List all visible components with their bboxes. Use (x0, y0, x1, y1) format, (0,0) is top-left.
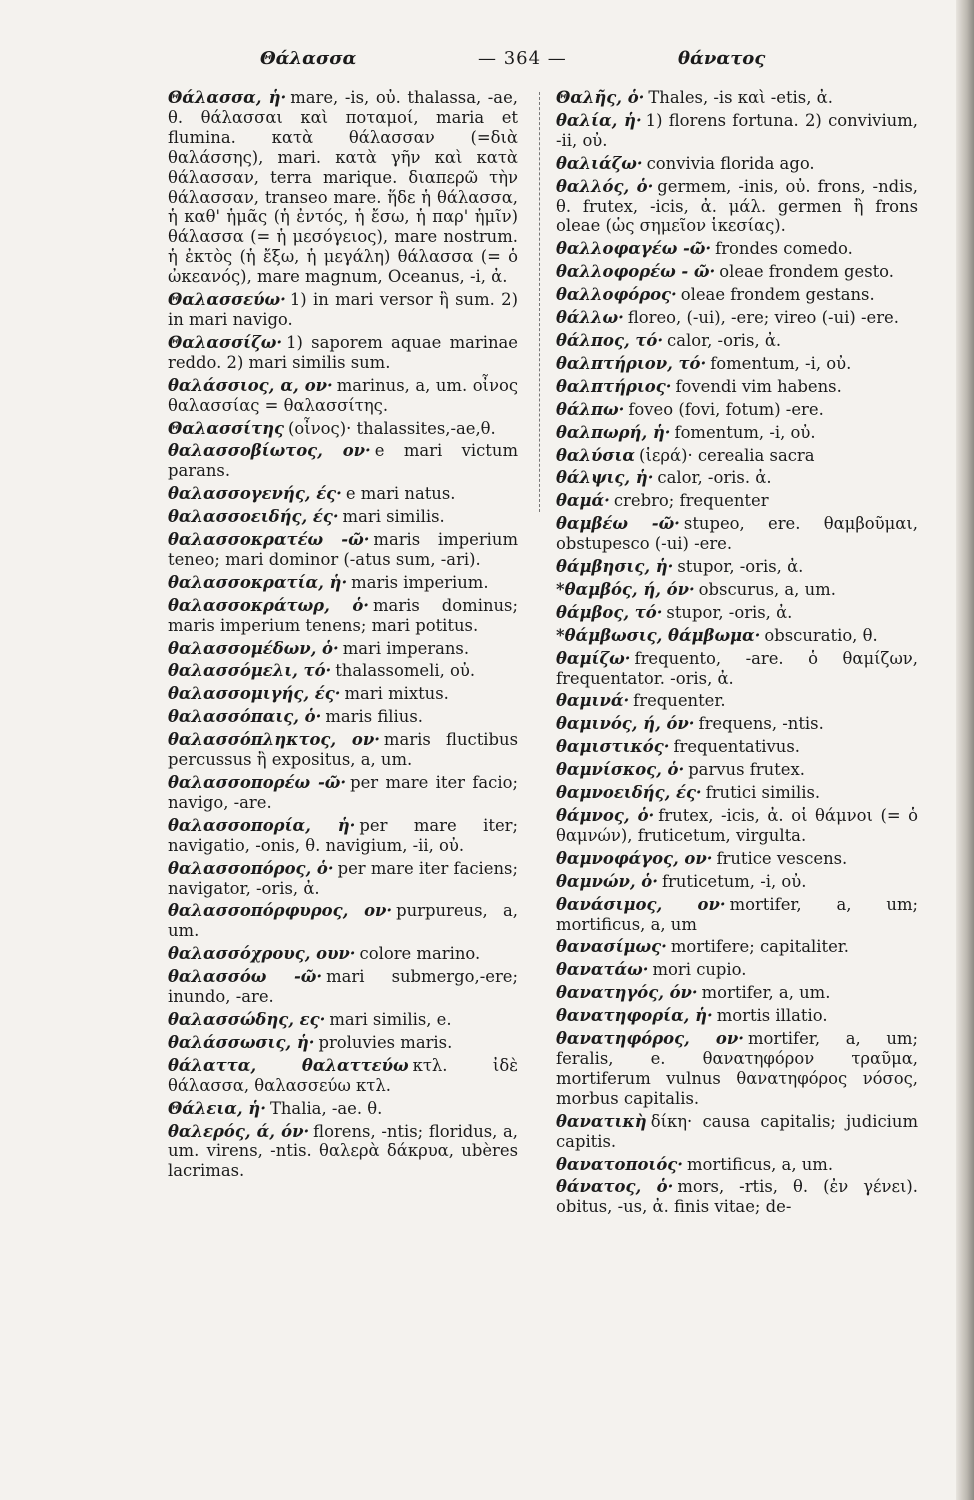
dictionary-entry (556, 849, 918, 869)
entry-definition: florens, -ntis; floridus, a, um. virens, -ntis. θαλερὰ δάκρυα, ubères lacrimas. (168, 1121, 519, 1181)
dictionary-entry (556, 872, 918, 892)
entry-definition: fomentum, -i, οὐ. (710, 353, 852, 373)
entry-definition: e mari natus. (345, 484, 456, 504)
entry-definition: maris filius. (325, 707, 423, 727)
entry-definition: mortifere; capitaliter. (670, 937, 850, 957)
entry-definition: per mare iter; navigatio, -onis, θ. navigium, -ii, οὐ. (168, 815, 519, 855)
dictionary-entry (168, 730, 518, 770)
dictionary-entry (168, 507, 518, 527)
entry-lemma: θαλλός, ὁ· (556, 176, 654, 196)
entry-lemma: θαλασσομιγής, ές· (168, 684, 341, 704)
entry-lemma: θαλιάζω· (556, 153, 643, 173)
entry-lemma: θανατηφόρος, ον· (556, 1029, 744, 1049)
entry-definition: thalassomeli, οὐ. (335, 661, 476, 681)
entry-definition: maris dominus; maris imperium tenens; mari potitus. (168, 595, 518, 635)
entry-definition: parvus frutex. (688, 760, 805, 780)
entry-lemma: θάμβος, τό· (556, 602, 663, 622)
entry-definition: colore marino. (359, 944, 481, 964)
entry-lemma: θαλύσια (556, 445, 636, 465)
entry-lemma: θαμινός, ή, όν· (556, 714, 695, 734)
entry-lemma: θαλπτήριον, τό· (556, 353, 707, 373)
entry-lemma: θάλψις, ἡ· (556, 468, 654, 488)
entry-lemma: Θάλασσα, ἡ· (168, 88, 287, 107)
entry-lemma: θαλερός, ά, όν· (168, 1121, 310, 1141)
dictionary-entry (556, 308, 918, 328)
entry-definition: mortifer, a, um. (701, 983, 831, 1003)
entry-lemma: θάμνος, ὁ· (556, 806, 655, 825)
dictionary-entry (556, 760, 918, 780)
right-column (556, 88, 918, 1220)
entry-lemma: θανασίμως· (556, 937, 667, 957)
entry-definition: frequens, -ntis. (698, 714, 824, 734)
dictionary-entry (168, 773, 518, 813)
entry-lemma: θαλάσσωσις, ἡ· (168, 1032, 315, 1052)
dictionary-entry (556, 580, 918, 600)
dictionary-entry (168, 639, 518, 659)
dictionary-entry (556, 154, 918, 174)
dictionary-entry (556, 285, 918, 305)
entry-definition: mari similis. (342, 507, 445, 527)
entry-lemma: θαλασσόπαις, ὁ· (168, 707, 322, 727)
entry-lemma: θανατικὴ (556, 1111, 647, 1131)
entry-lemma: θαλασσομέδων, ὁ· (168, 638, 339, 658)
dictionary-entry (556, 603, 918, 623)
entry-lemma: Θαλασσίζω· (168, 332, 283, 352)
entry-lemma: θαλασσοπορέω -ῶ· (168, 773, 347, 792)
dictionary-entry (556, 1112, 918, 1152)
entry-lemma: *θάμβωσις, θάμβωμα· (556, 625, 761, 645)
entry-definition: frutex, -icis, ἀ. οἱ θάμνοι (= ὁ θαμνών), fruticetum, virgulta. (556, 806, 918, 845)
dictionary-entry (168, 684, 518, 704)
entry-definition: per mare iter faciens; navigator, -oris, ἀ. (168, 858, 518, 898)
dictionary-entry (168, 441, 518, 481)
entry-definition: fovendi vim habens. (675, 376, 842, 396)
dictionary-entry (556, 177, 918, 237)
entry-lemma: θανατηφορία, ἡ· (556, 1006, 713, 1026)
dictionary-entry (168, 530, 518, 570)
entry-definition: marinus, a, um. οἶνος θαλασσίας = θαλασσίτης. (168, 375, 518, 415)
entry-definition: mari submergo,-ere; inundo, -are. (168, 967, 518, 1007)
entry-definition: mari imperans. (342, 638, 470, 658)
dictionary-entry (168, 596, 518, 636)
dictionary-entry (556, 354, 918, 374)
page-number: — 364 — (478, 48, 567, 69)
entry-definition: fruticetum, -i, οὐ. (661, 871, 807, 891)
entry-definition: calor, -oris. ἀ. (657, 468, 772, 488)
entry-lemma: *θαμβός, ή, όν· (556, 579, 695, 599)
dictionary-entry (556, 239, 918, 259)
dictionary-entry (556, 262, 918, 282)
entry-definition: κτλ. ἰδὲ θάλασσα, θαλασσεύω κτλ. (168, 1055, 518, 1095)
entry-definition: oleae frondem gestans. (680, 285, 875, 305)
dictionary-entry (556, 111, 918, 151)
entry-definition: mare, -is, οὐ. thalassa, -ae, θ. θάλασσαι καὶ ποταμοί, maria et flumina. κατὰ θάλασσαν (=διὰ θαλάσσης), mari. κατὰ γῆν καὶ κατὰ θάλασσαν, terra marique. διαπερῶ τὴν θάλασσαν, transeo mare. ἥδε ἡ θάλασσα, ἡ καθ' ἡμᾶς (ἡ ἐντός, ἡ ἔσω, ἡ παρ' ἡμῖν) θάλασσα (= ἡ μεσόγειος), mare nostrum. ἡ ἐκτὸς (ἡ ἔξω, ἡ μεγάλη) θάλασσα (= ὁ ὠκεανός), mare magnum, Oceanus, -i, ἀ. (168, 88, 518, 287)
entry-lemma: θαλασσόχρους, ουν· (168, 944, 356, 964)
entry-definition: foveo (fovi, fotum) -ere. (628, 399, 824, 419)
entry-definition: purpureus, a, um. (168, 901, 518, 941)
dictionary-entry (168, 967, 518, 1007)
dictionary-entry (168, 859, 518, 899)
dictionary-entry (556, 1029, 918, 1109)
dictionary-entry (168, 944, 518, 964)
entry-lemma: θάλπω· (556, 399, 625, 419)
dictionary-entry (168, 484, 518, 504)
dictionary-entry (168, 707, 518, 727)
dictionary-entry (168, 290, 518, 330)
entry-lemma: θαλασσοειδής, ές· (168, 507, 339, 527)
entry-lemma: θαλασσοκρατέω -ῶ· (168, 530, 370, 550)
dictionary-entry (556, 691, 918, 711)
dictionary-entry (556, 491, 918, 511)
entry-lemma: θαμά· (556, 491, 610, 511)
entry-definition: convivia florida ago. (646, 153, 815, 173)
entry-definition: mari mixtus. (344, 684, 449, 704)
entry-lemma: θαλπωρή, ἡ· (556, 422, 671, 442)
entry-lemma: θαλασσοβίωτος, ον· (168, 441, 371, 461)
entry-lemma: θαλασσόω -ῶ· (168, 967, 323, 987)
entry-lemma: θαλασσογενής, ές· (168, 484, 342, 504)
dictionary-entry (556, 377, 918, 397)
entry-definition: frequenter. (633, 691, 726, 711)
page-edge (956, 0, 974, 1500)
dictionary-entry (556, 806, 918, 846)
dictionary-entry (556, 446, 918, 466)
entry-lemma: θαλασσοκράτωρ, ὁ· (168, 595, 369, 615)
entry-definition: mortis illatio. (716, 1006, 828, 1026)
header-left-word: Θάλασσα (260, 48, 357, 69)
entry-definition: floreo, (-ui), -ere; vireo (-ui) -ere. (627, 308, 899, 328)
entry-lemma: θαλία, ἡ· (556, 110, 642, 130)
entry-lemma: θανατηγός, όν· (556, 983, 698, 1003)
dictionary-entry (556, 1155, 918, 1175)
entry-lemma: θαμινά· (556, 691, 630, 711)
entry-lemma: θαλλοφορέω - ῶ· (556, 262, 716, 282)
entry-definition: δίκη· causa capitalis; judicium capitis. (556, 1111, 918, 1151)
dictionary-entry (168, 1122, 518, 1182)
entry-lemma: θαλασσοπόρφυρος, ον· (168, 901, 393, 921)
dictionary-entry (556, 1006, 918, 1026)
dictionary-entry (168, 1099, 518, 1119)
entry-definition: mori cupio. (652, 960, 747, 980)
dictionary-entry (556, 331, 918, 351)
dictionary-entry (168, 1010, 518, 1030)
entry-definition: 1) florens fortuna. 2) convivium, -ii, οὐ. (556, 110, 918, 150)
dictionary-entry (168, 661, 518, 681)
dictionary-entry (556, 983, 918, 1003)
dictionary-entry (168, 1033, 518, 1053)
entry-lemma: θαλλοφόρος· (556, 285, 677, 305)
dictionary-entry (556, 714, 918, 734)
dictionary-entry (556, 1177, 918, 1217)
dictionary-entry (556, 737, 918, 757)
entry-lemma: θαμιστικός· (556, 737, 670, 757)
dictionary-entry (556, 468, 918, 488)
running-header (168, 48, 968, 82)
entry-definition: mortifer, a, um; mortificus, a, um (556, 894, 919, 934)
column-divider (539, 92, 540, 512)
entry-lemma: θαμβέω -ῶ· (556, 514, 680, 534)
dictionary-entry (168, 901, 518, 941)
entry-definition: (ἱερά)· cerealia sacra (639, 445, 815, 465)
dictionary-entry (556, 400, 918, 420)
entry-definition: frondes comedo. (715, 239, 853, 259)
entry-lemma: θανατάω· (556, 960, 649, 980)
entry-definition: Thales, -is καὶ -etis, ἀ. (648, 88, 833, 107)
entry-definition: germem, -inis, οὐ. frons, -ndis, θ. frutex, -icis, ἀ. μάλ. germen ἢ frons oleae (ὡς σημεῖον ἱκεσίας). (556, 176, 918, 236)
entry-definition: maris imperium. (351, 572, 489, 592)
entry-definition: per mare iter facio; navigo, -are. (168, 773, 518, 812)
entry-definition: stupor, -oris, ἀ. (666, 602, 793, 622)
entry-lemma: θαμνοφάγος, ον· (556, 848, 713, 868)
entry-lemma: θαμίζω· (556, 648, 631, 668)
dictionary-entry (556, 960, 918, 980)
entry-lemma: θαμνίσκος, ὁ· (556, 760, 685, 780)
entry-definition: frutice vescens. (716, 848, 848, 868)
entry-lemma: θάμβησις, ἡ· (556, 557, 674, 577)
dictionary-entry (556, 423, 918, 443)
entry-lemma: θάλαττα, θαλαττεύω (168, 1055, 409, 1075)
dictionary-entry (556, 514, 918, 554)
entry-lemma: θαλπτήριος· (556, 376, 672, 396)
entry-definition: mors, -rtis, θ. (ἐν γένει). obitus, -us, ἀ. finis vitae; de- (556, 1177, 918, 1217)
dictionary-entry (556, 895, 918, 935)
entry-definition: proluvies maris. (318, 1032, 453, 1052)
entry-lemma: Θάλεια, ἡ· (168, 1098, 266, 1118)
entry-definition: 1) in mari versor ἢ sum. 2) in mari navigo. (168, 290, 518, 329)
dictionary-entry (556, 557, 918, 577)
entry-definition: e mari victum parans. (168, 441, 518, 481)
entry-lemma: θαλασσοπόρος, ὁ· (168, 858, 334, 878)
dictionary-entry (556, 783, 918, 803)
header-right-word: θάνατος (678, 48, 766, 69)
entry-definition: frequentativus. (673, 737, 800, 757)
entry-definition: maris fluctibus percussus ἢ expositus, a, um. (168, 730, 518, 770)
entry-definition: calor, -oris, ἀ. (667, 330, 782, 350)
entry-definition: oleae frondem gesto. (719, 262, 894, 282)
entry-lemma: θαλασσώδης, ες· (168, 1009, 326, 1029)
dictionary-entry (168, 573, 518, 593)
entry-lemma: θάνατος, ὁ· (556, 1177, 674, 1197)
entry-definition: stupeo, ere. θαμβοῦμαι, obstupesco (-ui) -ere. (556, 514, 918, 554)
entry-definition: fomentum, -i, οὐ. (674, 422, 816, 442)
dictionary-entry (168, 376, 518, 416)
entry-definition: obscuratio, θ. (764, 625, 878, 645)
entry-lemma: θάλλω· (556, 308, 624, 328)
entry-lemma: θάλπος, τό· (556, 330, 664, 350)
entry-lemma: θαλασσόπληκτος, ον· (168, 730, 380, 750)
entry-definition: mortifer, a, um; feralis, e. θανατηφόρον τραῦμα, mortiferum vulnus θανατηφόρος νόσος, morbus capitalis. (556, 1029, 918, 1108)
entry-definition: mari similis, e. (329, 1009, 452, 1029)
entry-lemma: θαλάσσιος, α, ον· (168, 375, 333, 395)
entry-definition: crebro; frequenter (613, 491, 769, 511)
dictionary-entry (168, 816, 518, 856)
entry-definition: Thalia, -ae. θ. (269, 1098, 383, 1118)
entry-definition: stupor, -oris, ἀ. (677, 557, 804, 577)
entry-lemma: Θαλῆς, ὁ· (556, 88, 645, 107)
entry-lemma: θανάσιμος, ον· (556, 894, 726, 914)
entry-lemma: θαμνοειδής, ές· (556, 783, 702, 803)
entry-lemma: θαλασσόμελι, τό· (168, 661, 332, 681)
dictionary-entry (168, 1056, 518, 1096)
left-column (168, 88, 518, 1184)
dictionary-entry (168, 419, 518, 439)
entry-lemma: θανατοποιός· (556, 1154, 683, 1174)
entry-lemma: Θαλασσεύω· (168, 290, 286, 310)
entry-definition: mortificus, a, um. (686, 1154, 834, 1174)
entry-lemma: Θαλασσίτης (168, 418, 285, 438)
dictionary-entry (556, 937, 918, 957)
entry-lemma: θαμνών, ὁ· (556, 871, 658, 891)
dictionary-entry (168, 88, 518, 287)
entry-lemma: θαλασσοκρατία, ἡ· (168, 572, 348, 592)
entry-lemma: θαλασσοπορία, ἡ· (168, 815, 356, 835)
dictionary-entry (556, 649, 918, 689)
entry-definition: (οἶνος)· thalassites,-ae,θ. (288, 418, 496, 438)
dictionary-entry (556, 88, 918, 108)
entry-definition: frequento, -are. ὁ θαμίζων, frequentator. -oris, ἀ. (556, 648, 918, 688)
entry-definition: 1) saporem aquae marinae reddo. 2) mari similis sum. (168, 332, 518, 372)
entry-definition: frutici similis. (705, 783, 821, 803)
entry-definition: maris imperium teneo; mari dominor (-atus sum, -ari). (168, 530, 518, 569)
entry-lemma: θαλλοφαγέω -ῶ· (556, 239, 712, 259)
dictionary-entry (168, 333, 518, 373)
dictionary-entry (556, 626, 918, 646)
entry-definition: obscurus, a, um. (698, 579, 836, 599)
